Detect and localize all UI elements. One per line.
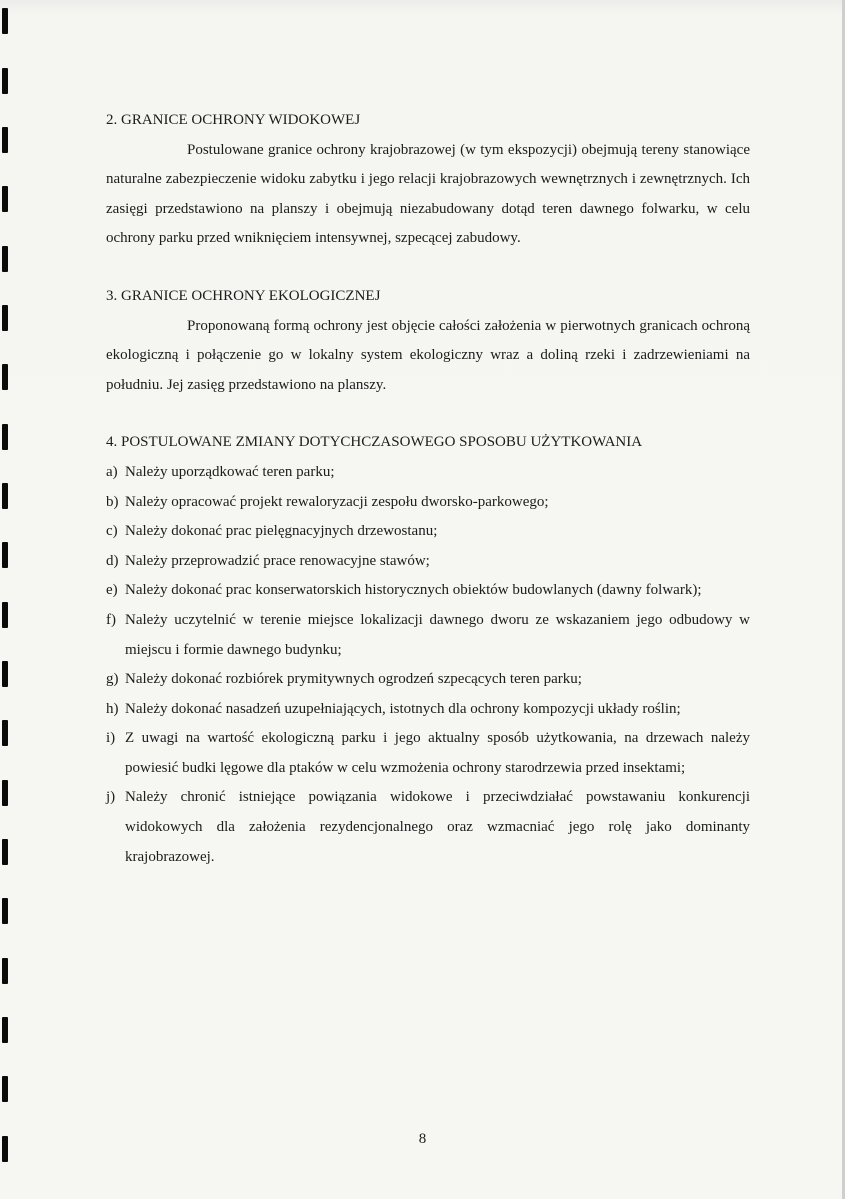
list-item (106, 576, 750, 606)
list-item (106, 665, 750, 695)
binding-hole (2, 305, 8, 331)
binding-hole (2, 127, 8, 153)
section-paragraph: Postulowane granice ochrony krajobrazowej (w tym ekspozycji) obejmują tereny stanowiące naturalne zabezpieczenie widoku zabytku i jego relacji krajobrazowych wewnętrznych i zewnętrznych. Ich zasięgi przedstawiono na planszy i obejmują niezabudowany dotąd teren dawnego folwarku, w celu ochrony parku przed wniknięciem intensywnej, szpecącej zabudowy. (106, 141, 750, 247)
list-marker: j) (106, 789, 116, 806)
list-item-text: Należy uczytelnić w terenie miejsce lokalizacji dawnego dworu ze wskazaniem jego odbudowy w miejscu i formie dawnego budynku; (125, 611, 750, 658)
page-number: 8 (418, 1131, 427, 1147)
binding-hole (2, 1017, 8, 1043)
list-item (106, 783, 750, 872)
section-zmiany-uzytkowania (106, 428, 750, 872)
binding-hole (2, 661, 8, 687)
list-marker: f) (106, 611, 116, 628)
section-heading: 4. POSTULOWANE ZMIANY DOTYCHCZASOWEGO SPOSOBU UŻYTKOWANIA (106, 434, 643, 451)
list-item-text: Z uwagi na wartość ekologiczną parku i jego aktualny sposób użytkowania, na drzewach należy powiesić budki lęgowe dla ptaków w celu wzmożenia ochrony starodrzewia przed insektami; (125, 730, 750, 776)
list-item-text: Należy dokonać prac konserwatorskich historycznych obiektów budowlanych (dawny folwark); (125, 582, 702, 599)
list-marker: e) (106, 582, 118, 599)
recommendation-list (106, 458, 750, 872)
list-marker: h) (106, 700, 119, 717)
binding-hole (2, 483, 8, 509)
section-heading: 3. GRANICE OCHRONY EKOLOGICZNEJ (106, 287, 381, 304)
list-item-text: Należy przeprowadzić prace renowacyjne stawów; (125, 552, 430, 569)
binding-hole (2, 1076, 8, 1102)
binding-hole (2, 8, 8, 34)
list-item (106, 488, 750, 518)
list-item (106, 517, 750, 547)
list-item-text: Należy uporządkować teren parku; (125, 463, 335, 480)
binding-hole (2, 958, 8, 984)
list-item-text: Należy dokonać rozbiórek prymitywnych ogrodzeń szpecących teren parku; (125, 671, 582, 688)
section-widokowa (106, 106, 750, 254)
binding-hole (2, 186, 8, 212)
binding-hole (2, 780, 8, 806)
binding-hole (2, 720, 8, 746)
list-marker: c) (106, 523, 118, 540)
binding-hole (2, 68, 8, 94)
binding-hole (2, 424, 8, 450)
list-marker: d) (106, 552, 119, 569)
section-ekologiczna (106, 282, 750, 400)
list-item-text: Należy opracować projekt rewaloryzacji zespołu dworsko-parkowego; (125, 493, 549, 510)
section-heading: 2. GRANICE OCHRONY WIDOKOWEJ (106, 112, 361, 128)
list-item (106, 695, 750, 725)
binding-hole (2, 542, 8, 568)
list-item-text: Należy dokonać nasadzeń uzupełniających, istotnych dla ochrony kompozycji układy roślin; (125, 700, 681, 717)
binding-hole (2, 364, 8, 390)
list-item (106, 458, 750, 488)
binding-hole (2, 898, 8, 924)
binding-hole (2, 246, 8, 272)
binding-hole (2, 839, 8, 865)
list-item (106, 547, 750, 577)
list-marker: g) (106, 671, 119, 688)
list-marker: i) (106, 730, 116, 747)
list-item-text: Należy chronić istniejące powiązania widokowe i przeciwdziałać powstawaniu konkurencji widokowych dla założenia rezydencjonalnego oraz wzmacniać jego rolę jako dominanty krajobrazowej. (125, 789, 750, 865)
document-body (106, 106, 750, 900)
binding-hole (2, 602, 8, 628)
list-item (106, 724, 750, 783)
list-item (106, 606, 750, 665)
list-marker: b) (106, 493, 119, 510)
list-marker: a) (106, 463, 118, 480)
section-paragraph: Proponowaną formą ochrony jest objęcie całości założenia w pierwotnych granicach ochroną ekologiczną i połączenie go w lokalny system ekologiczny wraz a doliną rzeki i zadrzewieniami na południu. Jej zasięg przedstawiono na planszy. (106, 317, 750, 393)
list-item-text: Należy dokonać prac pielęgnacyjnych drzewostanu; (125, 523, 438, 540)
